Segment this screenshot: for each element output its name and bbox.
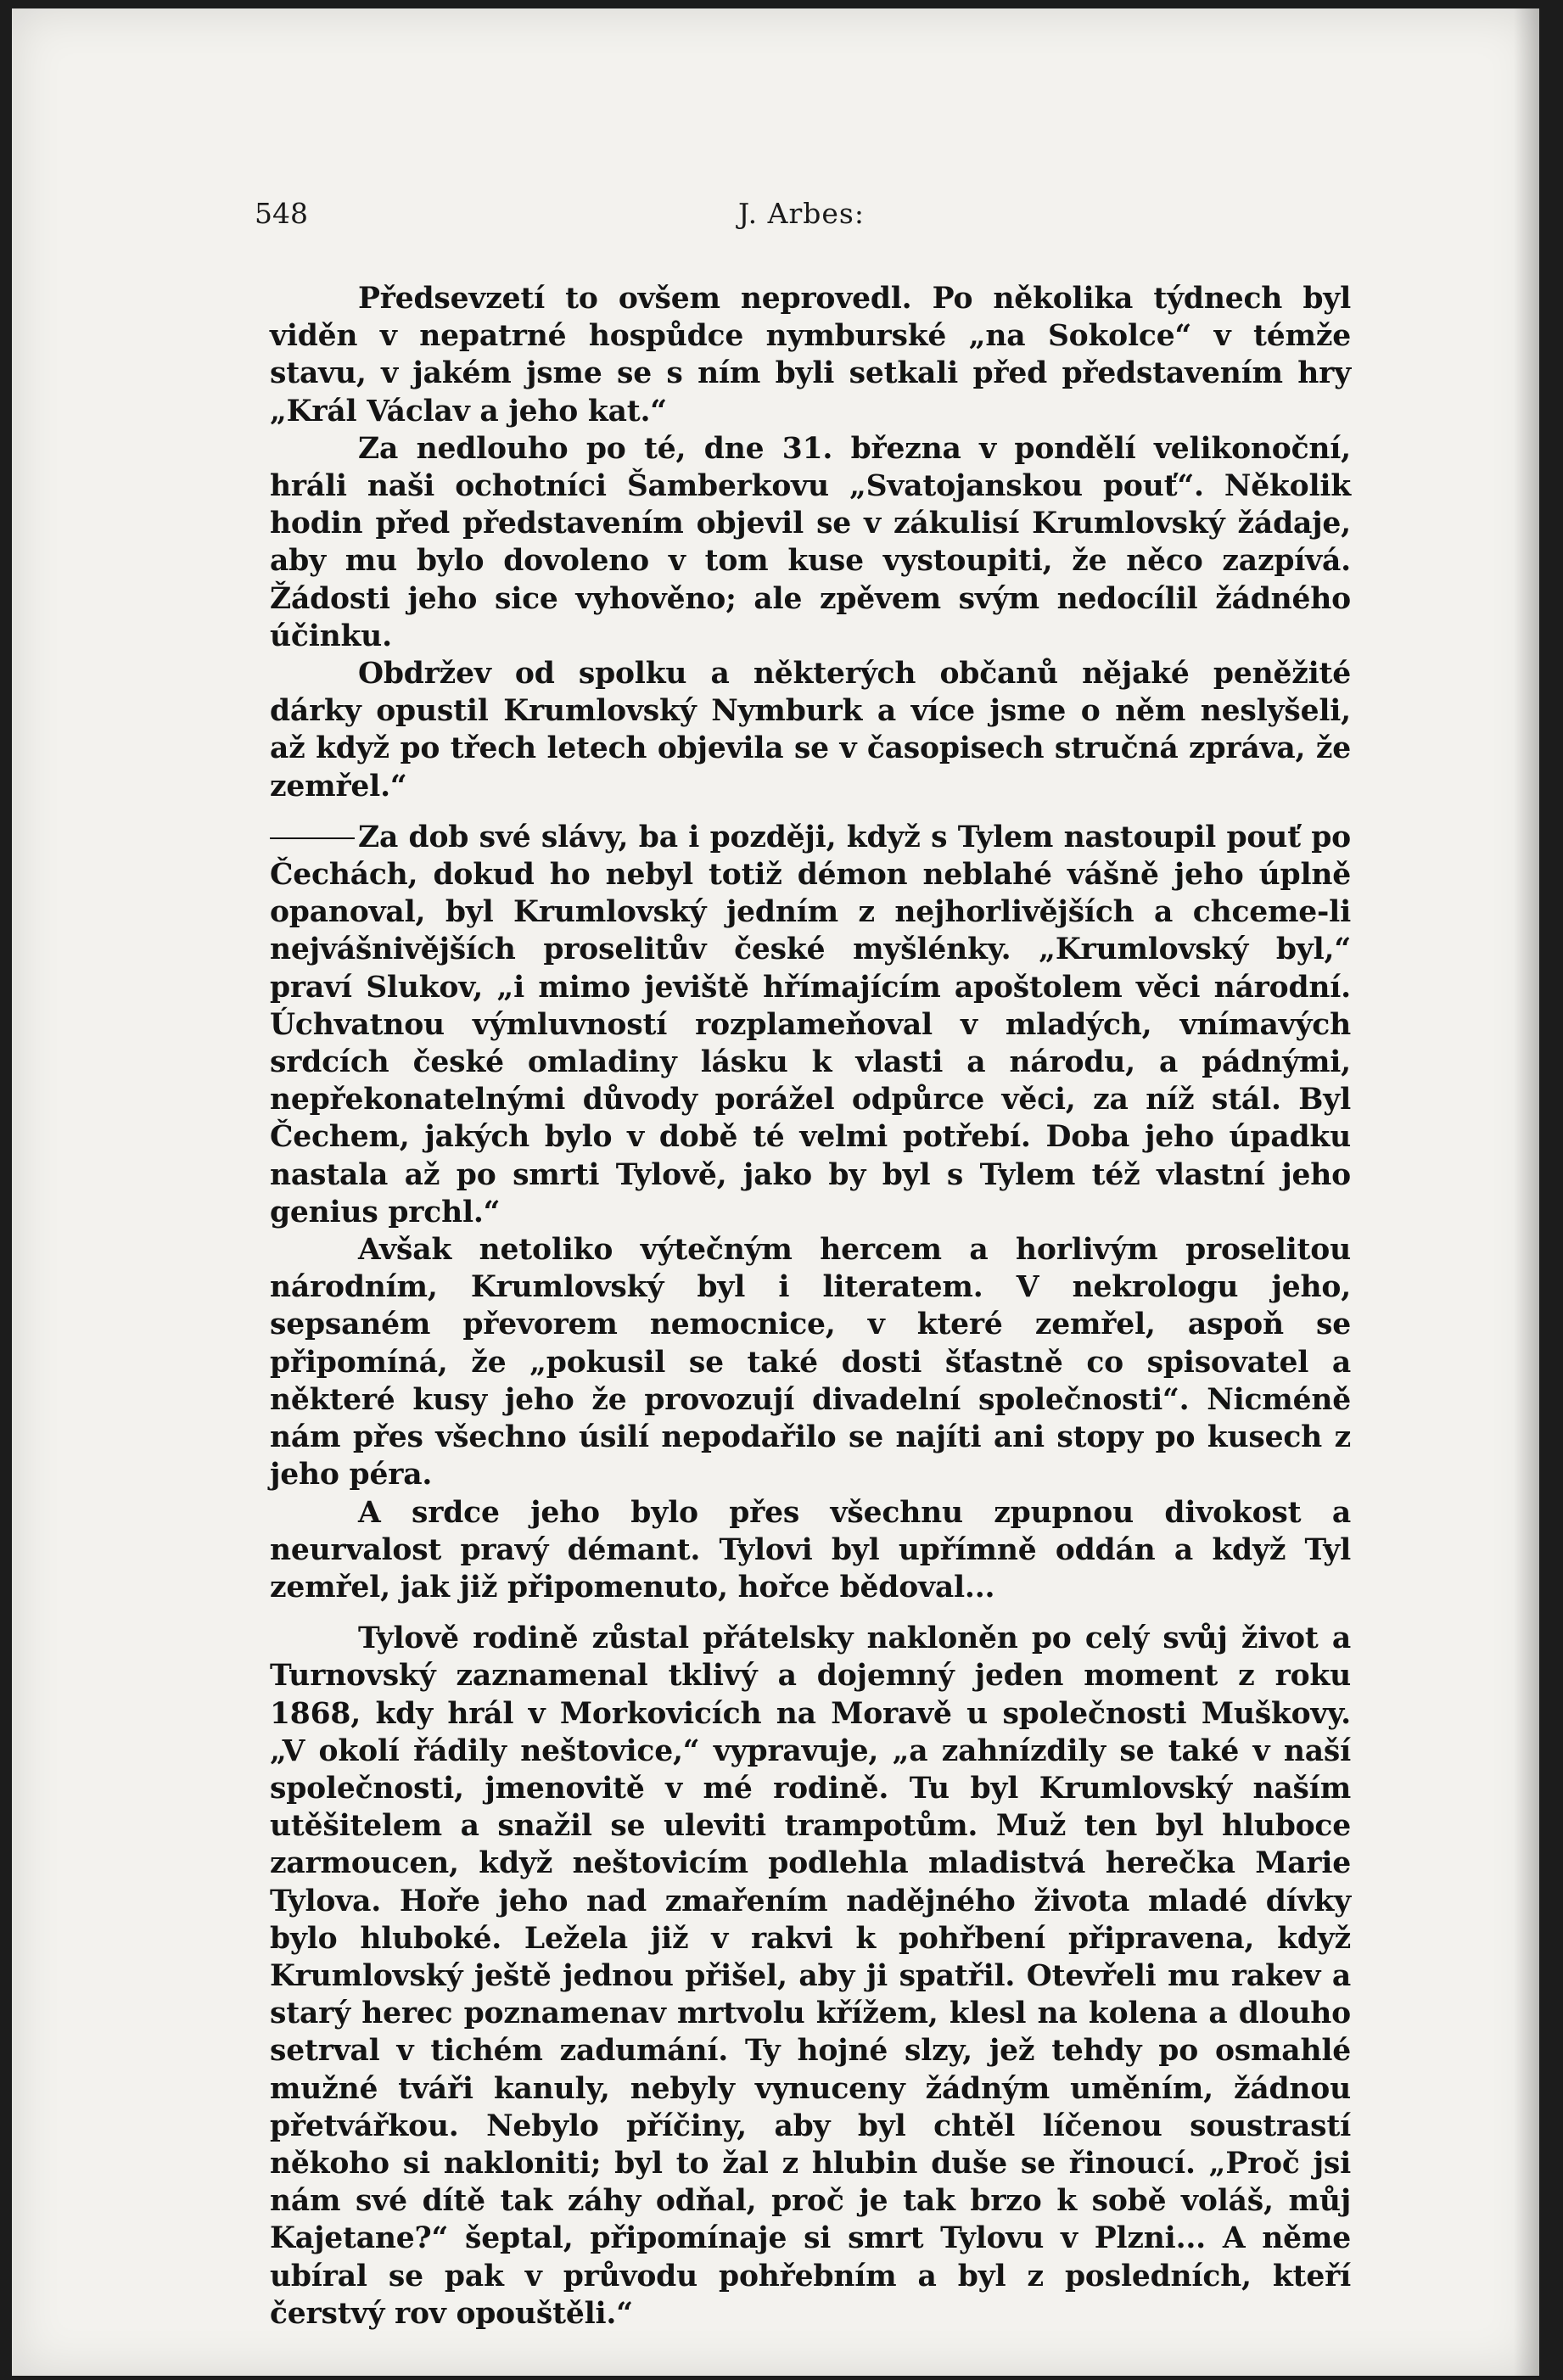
running-title: J. Arbes: <box>738 197 865 230</box>
paragraph: Za nedlouho po té, dne 31. března v pondělí velikonoční, hráli naši ochotníci Šamberkovu „Svatojanskou pouť“. Několik hodin před představením objevil se v zákulisí Krumlovský žádaje, aby mu bylo dovoleno v tom kuse vystoupiti, že něco zazpívá. Žádosti jeho sice vyhověno; ale zpěvem svým nedocílil žádného účinku. <box>270 431 1351 653</box>
section-dash <box>270 837 355 839</box>
paragraph: Avšak netoliko výtečným hercem a horlivým proselitou národním, Krumlovský byl i literatem. V nekrologu jeho, sepsaném převorem nemocnice, v které zemřel, aspoň se připomíná, že „pokusil se také dosti šťastně co spisovatel a některé kusy jeho že provozují divadelní společnosti“. Nicméně nám přes všechno úsilí nepodařilo se najíti ani stopy po kusech z jeho péra. <box>270 1233 1351 1492</box>
paragraph: Obdržev od spolku a některých občanů nějaké peněžité dárky opustil Krumlovský Nymburk a více jsme o něm neslyšeli, až když po třech letech objevila se v časopisech stručná zpráva, že zemřel.“ <box>270 657 1351 804</box>
paragraph: A srdce jeho bylo přes všechnu zpupnou divokost a neurvalost pravý démant. Tylovi byl upřímně oddán a když Tyl zemřel, jak již připomenuto, hořce bědoval... <box>270 1495 1351 1604</box>
page-number: 548 <box>255 197 308 230</box>
paragraph-text: Za dob své slávy, ba i později, když s Tylem nastoupil pouť po Čechách, dokud ho nebyl totiž démon neblahé vášně jeho úplně opanoval, byl Krumlovský jedním z nejhorlivějších a chceme-li nejvášnivějších proselitův české myšlénky. „Krumlovský byl,“ praví Slukov, „i mimo jeviště hřímajícím apoštolem věci národní. Úchvatnou výmluvností rozplameňoval v mladých, vnímavých srdcích české omladiny lásku k vlasti a národu, a pádnými, nepřekonatelnými důvody porážel odpůrce věci, za níž stál. Byl Čechem, jakých bylo v době té velmi potřebí. Doba jeho úpadku nastala až po smrti Tylově, jako by byl s Tylem též vlastní jeho genius prchl.“ <box>270 820 1351 1229</box>
running-head <box>255 197 1349 248</box>
paragraph: Tylově rodině zůstal přátelsky nakloněn po celý svůj život a Turnovský zaznamenal tklivý a dojemný jeden moment z roku 1868, kdy hrál v Morkovicích na Moravě u společnosti Muškovy. „V okolí řádily neštovice,“ vypravuje, „a zahnízdily se také v naší společnosti, jmenovitě v mé rodině. Tu byl Krumlovský naším utěšitelem a snažil se uleviti trampotům. Muž ten byl hluboce zarmoucen, když neštovicím podlehla mladistvá herečka Marie Tylova. Hoře jeho nad zmařením nadějného života mladé dívky bylo hluboké. Ležela již v rakvi k pohřbení připravena, když Krumlovský ještě jednou přišel, aby ji spatřil. Otevřeli mu rakev a starý herec poznamenav mrtvolu křížem, klesl na kolena a dlouho setrval v tichém zadumání. Ty hojné slzy, jež tehdy po osmahlé mužné tváři kanuly, nebyly vynuceny žádným uměním, žádnou přetvářkou. Nebylo příčiny, aby byl chtěl líčenou soustrastí někoho si nakloniti; byl to žal z hlubin duše se řinoucí. „Proč jsi nám své dítě tak záhy odňal, proč je tak brzo k sobě voláš, můj Kajetane?“ šeptal, připomínaje si smrt Tylovu v Plzni... A něme ubíral se pak v průvodu pohřebním a byl z posledních, kteří čerstvý rov opouštěli.“ <box>270 1621 1351 2331</box>
page-edge-shadow <box>1514 8 1539 2376</box>
paragraph: Předsevzetí to ovšem neprovedl. Po několika týdnech byl viděn v nepatrné hospůdce nymburské „na Sokolce“ v témže stavu, v jakém jsme se s ním byli setkali před představením hry „Král Václav a jeho kat.“ <box>270 282 1351 428</box>
paragraph <box>270 819 1351 1231</box>
body-text <box>270 280 1351 2332</box>
